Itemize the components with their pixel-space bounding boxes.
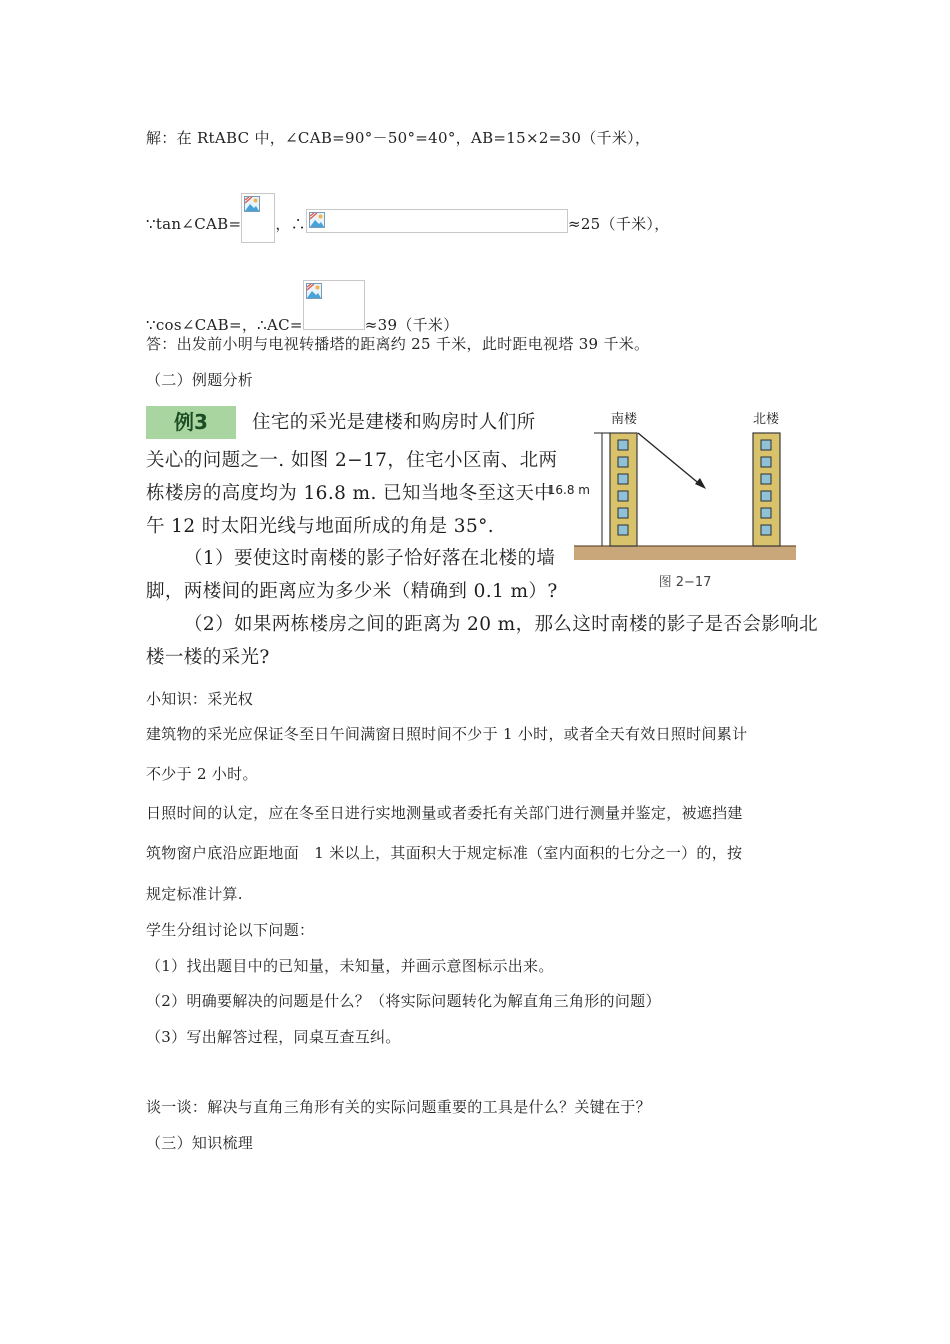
figure-caption: 图 2−17 xyxy=(658,575,712,590)
knowledge-title: 小知识：采光权 xyxy=(146,690,254,708)
knowledge-p1-line-2: 不少于 2 小时。 xyxy=(146,765,258,783)
example-line-3: 栋楼房的高度均为 16.8 m. 已知当地冬至这天中 xyxy=(146,483,554,504)
example-badge-label: 例3 xyxy=(174,410,208,434)
discussion-item-2: （2）明确要解决的问题是什么？（将实际问题转化为解直角三角形的问题） xyxy=(146,992,661,1010)
ground xyxy=(574,546,796,560)
north-building-label: 北楼 xyxy=(752,412,780,427)
broken-formula-image xyxy=(241,193,275,243)
solution-line-3 xyxy=(146,280,459,335)
example-line-1: 住宅的采光是建楼和购房时人们所 xyxy=(252,412,536,433)
cos-expression: ∵cos∠CAB=，∴AC= xyxy=(146,316,303,334)
example-badge xyxy=(146,406,236,439)
solution-line-2 xyxy=(146,193,670,243)
example-line-6: 脚，两楼间的距离应为多少米（精确到 0.1 m）? xyxy=(146,581,558,602)
knowledge-p2-line-1: 日照时间的认定，应在冬至日进行实地测量或者委托有关部门进行测量并鉴定，被遮挡建 xyxy=(146,804,743,822)
example-line-7: （2）如果两栋楼房之间的距离为 20 m，那么这时南楼的影子是否会影响北 xyxy=(184,614,819,635)
talk-line: 谈一谈：解决与直角三角形有关的实际问题重要的工具是什么？关键在于？ xyxy=(146,1098,651,1116)
discussion-item-1: （1）找出题目中的已知量，未知量，并画示意图标示出来。 xyxy=(146,957,554,975)
section-2-title: （二）例题分析 xyxy=(146,371,254,389)
broken-image-icon xyxy=(306,283,322,299)
therefore-text: ，∴ xyxy=(275,215,306,233)
knowledge-p2-line-3: 规定标准计算. xyxy=(146,885,243,903)
height-dimension xyxy=(594,433,610,546)
example-line-8: 楼一楼的采光? xyxy=(146,647,270,668)
south-building-label: 南楼 xyxy=(610,412,638,427)
example-line-4: 午 12 时太阳光线与地面所成的角是 35°. xyxy=(146,516,495,537)
broken-formula-image xyxy=(306,209,568,233)
discussion-item-3: （3）写出解答过程，同桌互查互纠。 xyxy=(146,1028,401,1046)
height-label: 16.8 m xyxy=(547,483,590,497)
broken-formula-image xyxy=(303,280,365,330)
broken-image-icon xyxy=(244,196,260,212)
broken-image-icon xyxy=(309,212,325,228)
solution-line-1: 解：在 RtABC 中，∠CAB=90°－50°=40°，AB=15×2=30（千米）， xyxy=(146,129,651,147)
example-line-5: （1）要使这时南楼的影子恰好落在北楼的墙 xyxy=(184,548,556,569)
knowledge-p1-line-1: 建筑物的采光应保证冬至日午间满窗日照时间不少于 1 小时，或者全天有效日照时间累计 xyxy=(146,725,748,743)
result-25: ≈25（千米）， xyxy=(567,215,670,233)
tan-expression: ∵tan∠CAB= xyxy=(146,215,242,233)
result-39: ≈39（千米） xyxy=(364,316,459,334)
answer-line: 答：出发前小明与电视转播塔的距离约 25 千米，此时距电视塔 39 千米。 xyxy=(146,335,650,353)
sun-ray-arrowhead xyxy=(695,478,706,489)
section-3-title: （三）知识梳理 xyxy=(146,1134,254,1152)
knowledge-p2-line-2: 筑物窗户底沿应距地面 1 米以上，其面积大于规定标准（室内面积的七分之一）的，按 xyxy=(146,844,743,862)
example-line-2: 关心的问题之一. 如图 2−17，住宅小区南、北两 xyxy=(146,450,558,471)
sun-ray xyxy=(638,433,702,486)
discussion-intro: 学生分组讨论以下问题： xyxy=(146,921,315,939)
figure-2-17 xyxy=(547,400,805,595)
